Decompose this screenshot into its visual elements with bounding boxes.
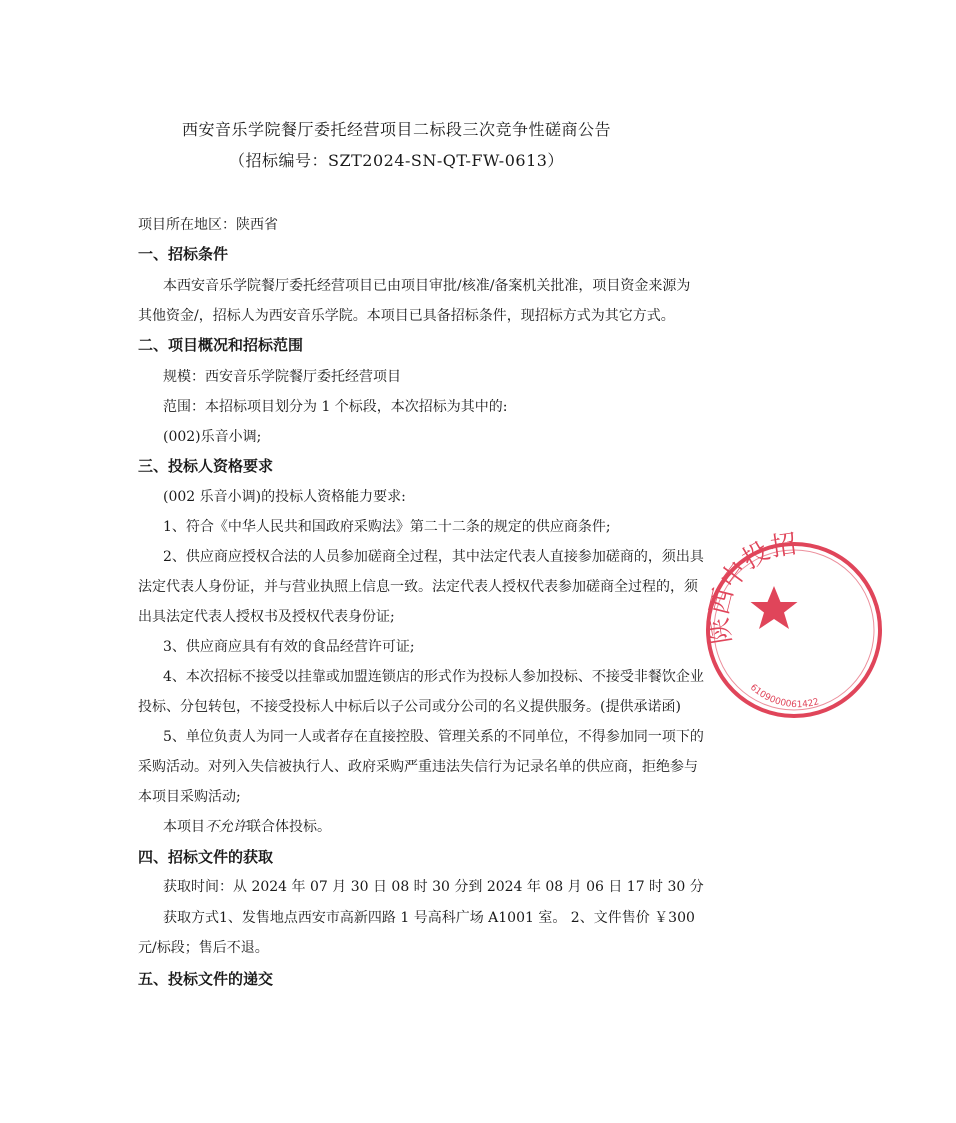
document-title: 西安音乐学院餐厅委托经营项目二标段三次竞争性磋商公告 (181, 120, 611, 139)
requirement-4-line-1: 4、本次招标不接受以挂靠或加盟连锁店的形式作为投标人参加投标、不接受非餐饮企业 (163, 669, 704, 685)
seal-star-icon (751, 586, 798, 629)
paragraph-line: 本西安音乐学院餐厅委托经营项目已由项目审批/核准/备案机关批准，项目资金来源为 (163, 278, 691, 294)
seal-text: 陕西中投招 (704, 530, 799, 646)
tender-number: （招标编号：SZT2024-SN-QT-FW-0613） (229, 151, 564, 170)
requirement-2-line-3: 出具法定代表人授权书及授权代表身份证; (138, 609, 395, 625)
section-heading-3: 三、投标人资格要求 (138, 457, 274, 475)
project-lot: (002)乐音小调; (163, 429, 262, 445)
requirement-1: 1、符合《中华人民共和国政府采购法》第二十二条的规定的供应商条件; (163, 519, 611, 535)
company-seal (694, 530, 894, 730)
section-heading-5: 五、投标文件的递交 (138, 970, 274, 988)
requirement-4-line-2: 投标、分包转包，不接受投标人中标后以子公司或分公司的名义提供服务。(提供承诺函) (138, 699, 681, 715)
joint-bid-suffix: 联合体投标。 (247, 819, 331, 835)
qualification-intro: (002 乐音小调)的投标人资格能力要求: (163, 489, 406, 505)
requirement-5-line-1: 5、单位负责人为同一人或者存在直接控股、管理关系的不同单位，不得参加同一项下的 (163, 729, 704, 745)
section-heading-2: 二、项目概况和招标范围 (138, 336, 304, 354)
acquisition-time: 获取时间：从 2024 年 07 月 30 日 08 时 30 分到 2024 年 08 月 06 日 17 时 30 分 (163, 879, 704, 895)
joint-bid-prefix: 本项目 (163, 819, 205, 835)
requirement-2-line-2: 法定代表人身份证，并与营业执照上信息一致。法定代表人授权代表参加磋商全过程的，须 (138, 579, 698, 595)
project-scale: 规模：西安音乐学院餐厅委托经营项目 (163, 369, 401, 385)
section-heading-1: 一、招标条件 (138, 245, 229, 263)
acquisition-method-line-1: 获取方式1、发售地点西安市高新四路 1 号高科广场 A1001 室。 2、文件售价 ￥300 (163, 910, 695, 926)
requirement-5-line-2: 采购活动。对列入失信被执行人、政府采购严重违法失信行为记录名单的供应商，拒绝参与 (138, 759, 698, 775)
project-region: 项目所在地区：陕西省 (138, 217, 278, 233)
joint-bid-statement (163, 817, 956, 837)
section-heading-4: 四、招标文件的获取 (138, 848, 274, 866)
paragraph-line: 其他资金/，招标人为西安音乐学院。本项目已具备招标条件，现招标方式为其它方式。 (138, 308, 675, 324)
seal-number: 6109000061422 (747, 682, 821, 711)
project-scope: 范围：本招标项目划分为 1 个标段，本次招标为其中的: (163, 399, 508, 415)
acquisition-method-line-2: 元/标段；售后不退。 (138, 940, 269, 956)
requirement-2-line-1: 2、供应商应授权合法的人员参加磋商全过程，其中法定代表人直接参加磋商的，须出具 (163, 549, 704, 565)
requirement-5-line-3: 本项目采购活动; (138, 789, 241, 805)
joint-bid-not-allowed: 不允许 (205, 819, 247, 835)
requirement-3: 3、供应商应具有有效的食品经营许可证; (163, 639, 415, 655)
